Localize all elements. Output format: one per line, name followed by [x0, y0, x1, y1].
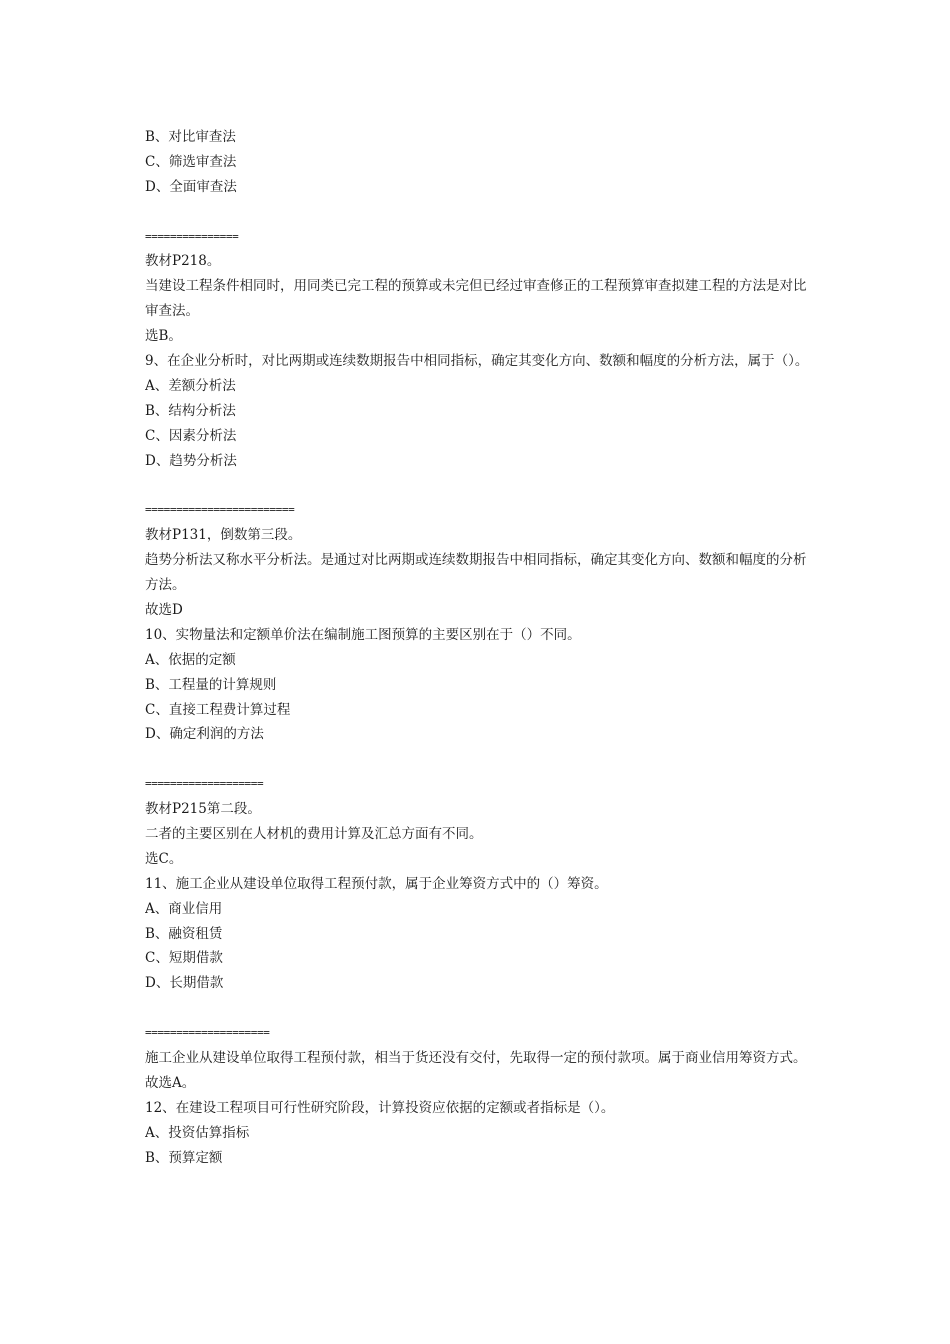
text-line: 故选D [145, 602, 183, 618]
text-line: 教材P131，倒数第三段。 [145, 527, 302, 544]
text-line: 教材P215第二段。 [145, 801, 261, 818]
separator-line: ==================== [145, 1026, 270, 1040]
text-line: 故选A。 [145, 1074, 196, 1091]
text-line: 9、在企业分析时，对比两期或连续数期报告中相同指标，确定其变化方向、数额和幅度的分析方法，属于（）。 [145, 353, 809, 370]
text-line: C、筛选审查法 [145, 153, 237, 170]
separator-line: ======================== [145, 503, 295, 517]
text-line: 12、在建设工程项目可行性研究阶段，计算投资应依据的定额或者指标是（）。 [145, 1099, 615, 1116]
text-line: A、投资估算指标 [145, 1124, 250, 1141]
text-line: B、结构分析法 [145, 402, 236, 419]
text-line: C、因素分析法 [145, 427, 237, 444]
blank-line [145, 747, 810, 772]
blank-line [145, 996, 810, 1021]
text-line: A、依据的定额 [145, 651, 236, 668]
text-line: A、商业信用 [145, 900, 223, 917]
text-line: 11、施工企业从建设单位取得工程预付款，属于企业筹资方式中的（）筹资。 [145, 875, 608, 892]
text-line: C、直接工程费计算过程 [145, 701, 291, 718]
blank-line [145, 200, 810, 225]
text-line: B、工程量的计算规则 [145, 676, 277, 693]
text-line: B、融资租赁 [145, 925, 223, 942]
text-line: D、趋势分析法 [145, 452, 237, 469]
text-line: 教材P218。 [145, 253, 221, 270]
text-line: D、长期借款 [145, 975, 224, 992]
document-page [145, 125, 810, 1171]
text-line: A、差额分析法 [145, 377, 236, 394]
text-line: 选B。 [145, 328, 182, 345]
text-line: D、全面审查法 [145, 178, 237, 195]
text-line: 10、实物量法和定额单价法在编制施工图预算的主要区别在于（）不同。 [145, 626, 581, 643]
text-line: 施工企业从建设单位取得工程预付款，相当于货还没有交付，先取得一定的预付款项。属于商业信用筹资方式。 [145, 1050, 807, 1067]
text-line: C、短期借款 [145, 950, 223, 967]
text-line: B、预算定额 [145, 1149, 223, 1166]
text-line: 趋势分析法又称水平分析法。是通过对比两期或连续数期报告中相同指标，确定其变化方向、数额和幅度的分析方法。 [145, 552, 807, 594]
separator-line: =============== [145, 229, 239, 243]
separator-line: =================== [145, 777, 264, 791]
text-line: D、确定利润的方法 [145, 726, 264, 743]
text-line: 当建设工程条件相同时，用同类已完工程的预算或未完但已经过审查修正的工程预算审查拟建工程的方法是对比审查法。 [145, 278, 807, 320]
text-line: 二者的主要区别在人材机的费用计算及汇总方面有不同。 [145, 826, 483, 843]
text-line: 选C。 [145, 850, 183, 867]
text-line: B、对比审查法 [145, 129, 236, 145]
blank-line [145, 474, 810, 499]
